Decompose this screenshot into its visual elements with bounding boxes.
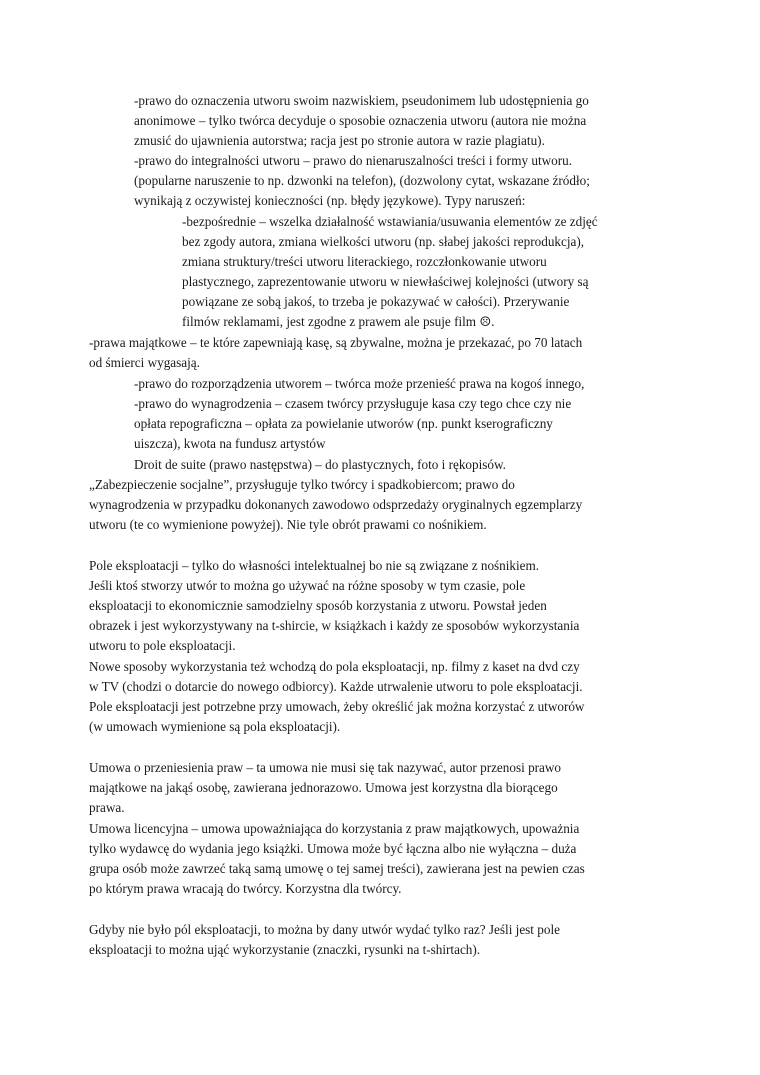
text-line: prawa.	[89, 800, 125, 815]
text-line: filmów reklamami, jest zgodne z prawem ale psuje film ☹.	[182, 314, 495, 329]
text-line: wynagrodzenia w przypadku dokonanych zawodowo odsprzedaży oryginalnych egzemplarzy	[89, 497, 583, 512]
text-line: bez zgody autora, zmiana wielkości utworu (np. słabej jakości reprodukcja),	[182, 234, 585, 249]
text-line: -prawo do wynagrodzenia – czasem twórcy przysługuje kasa czy tego chce czy nie	[134, 396, 572, 411]
text-line: anonimowe – tylko twórca decyduje o sposobie oznaczenia utworu (autora nie można	[134, 113, 587, 128]
text-line: -prawo do integralności utworu – prawo do nienaruszalności treści i formy utworu.	[134, 153, 573, 168]
text-line: Pole eksploatacji – tylko do własności intelektualnej bo nie są związane z nośnikiem.	[89, 558, 540, 573]
text-line: wynikają z oczywistej konieczności (np. błędy językowe). Typy naruszeń:	[134, 193, 526, 208]
text-line: -prawo do oznaczenia utworu swoim nazwiskiem, pseudonimem lub udostępnienia go	[134, 93, 589, 108]
text-line: w TV (chodzi o dotarcie do nowego odbiorcy). Każde utrwalenie utworu to pole eksploatacji.	[89, 679, 583, 694]
text-line: powiązane ze sobą jakoś, to trzeba je pokazywać w całości). Przerywanie	[182, 294, 570, 309]
text-line: (popularne naruszenie to np. dzwonki na telefon), (dozwolony cytat, wskazane źródło;	[134, 173, 590, 188]
text-line: -bezpośrednie – wszelka działalność wstawiania/usuwania elementów ze zdjęć	[182, 214, 598, 229]
text-line: eksploatacji to ekonomicznie samodzielny sposób korzystania z utworu. Powstał jeden	[89, 598, 547, 613]
text-line: od śmierci wygasają.	[89, 355, 200, 370]
text-line: -prawa majątkowe – te które zapewniają kasę, są zbywalne, można je przekazać, po 70 latach	[89, 335, 583, 350]
text-line: Gdyby nie było pól eksploatacji, to można by dany utwór wydać tylko raz? Jeśli jest pole	[89, 922, 560, 937]
text-line: plastycznego, zaprezentowanie utworu w niewłaściwej kolejności (utwory są	[182, 274, 589, 289]
text-line: zmusić do ujawnienia autorstwa; racja jest po stronie autora w razie plagiatu).	[134, 133, 545, 148]
text-line: po którym prawa wracają do twórcy. Korzystna dla twórcy.	[89, 881, 402, 896]
text-line: Droit de suite (prawo następstwa) – do plastycznych, foto i rękopisów.	[134, 457, 506, 472]
text-line: Umowa o przeniesienia praw – ta umowa nie musi się tak nazywać, autor przenosi prawo	[89, 760, 562, 775]
text-line: -prawo do rozporządzenia utworem – twórca może przenieść prawa na kogoś innego,	[134, 376, 585, 391]
text-line: Nowe sposoby wykorzystania też wchodzą do pola eksploatacji, np. filmy z kaset na dvd czy	[89, 659, 580, 674]
text-line: utworu to pole eksploatacji.	[89, 638, 236, 653]
text-line: „Zabezpieczenie socjalne”, przysługuje tylko twórcy i spadkobiercom; prawo do	[89, 477, 515, 492]
text-line: obrazek i jest wykorzystywany na t-shircie, w książkach i każdy ze sposobów wykorzystania	[89, 618, 580, 633]
text-line: utworu (te co wymienione powyżej). Nie tyle obrót prawami co nośnikiem.	[89, 517, 487, 532]
text-line: Umowa licencyjna – umowa upoważniająca do korzystania z praw majątkowych, upoważnia	[89, 821, 580, 836]
text-line: grupa osób może zawrzeć taką samą umowę o tej samej treści), zawierana jest na pewien czas	[89, 861, 585, 876]
text-line: zmiana struktury/treści utworu literackiego, rozczłonkowanie utworu	[182, 254, 547, 269]
text-line: uiszcza), kwota na fundusz artystów	[134, 436, 326, 451]
text-line: Jeśli ktoś stworzy utwór to można go używać na różne sposoby w tym czasie, pole	[89, 578, 526, 593]
text-line: (w umowach wymienione są pola eksploatacji).	[89, 719, 341, 734]
text-line: majątkowe na jakąś osobę, zawierana jednorazowo. Umowa jest korzystna dla biorącego	[89, 780, 558, 795]
text-line: Pole eksploatacji jest potrzebne przy umowach, żeby określić jak można korzystać z utworów	[89, 699, 585, 714]
text-line: opłata repograficzna – opłata za powielanie utworów (np. punkt kserograficzny	[134, 416, 553, 431]
text-line: tylko wydawcę do wydania jego książki. Umowa może być łączna albo nie wyłączna – duża	[89, 841, 577, 856]
text-line: eksploatacji to można ująć wykorzystanie (znaczki, rysunki na t-shirtach).	[89, 942, 481, 957]
